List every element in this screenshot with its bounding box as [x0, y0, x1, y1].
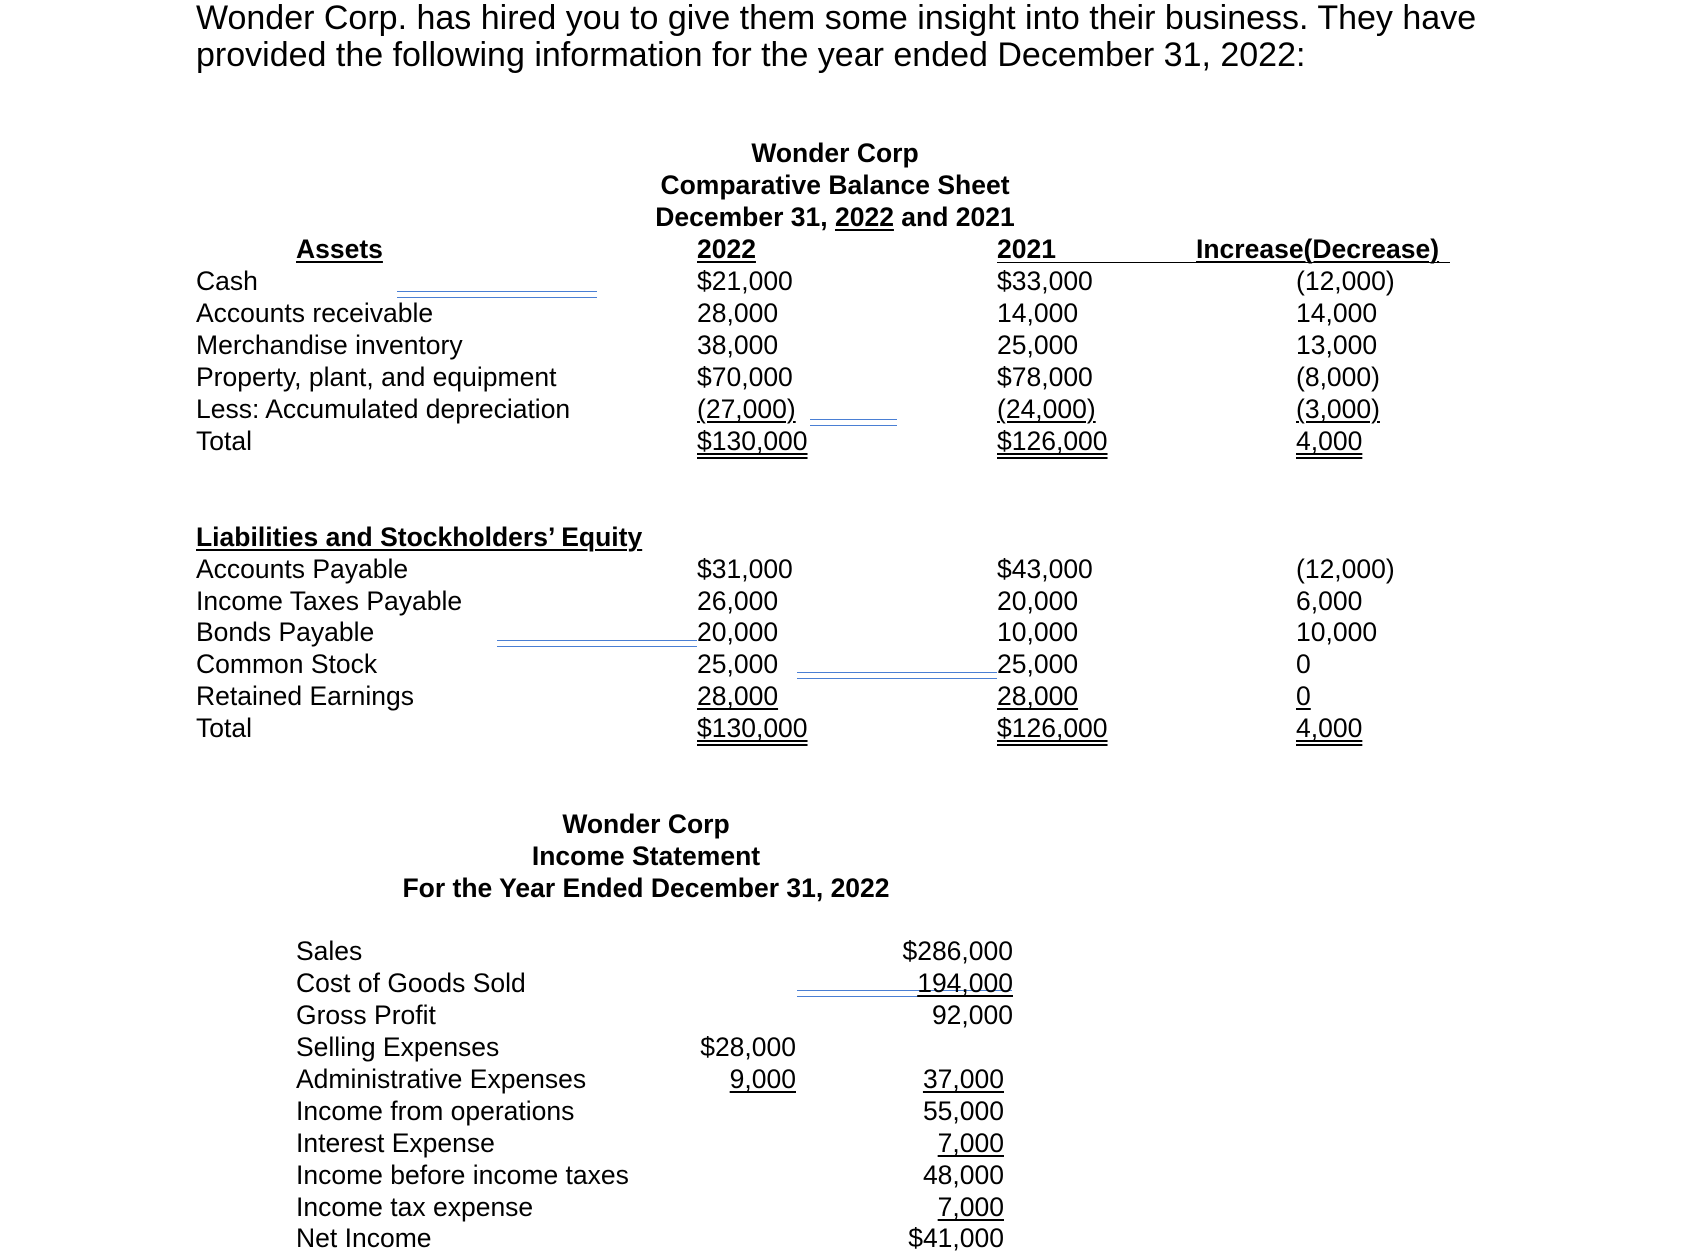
header-rule — [997, 262, 1450, 263]
liability-change: 4,000 — [1296, 713, 1363, 743]
liability-change: 0 — [1296, 681, 1311, 711]
blue-marker — [810, 419, 897, 426]
asset-label: Less: Accumulated depreciation — [196, 394, 571, 424]
liability-2021: 10,000 — [997, 617, 1079, 647]
liability-label: Common Stock — [196, 649, 378, 679]
asset-change: (3,000) — [1296, 394, 1380, 424]
income-outer: 7,000 — [937, 1192, 1004, 1222]
assets-header: Assets — [296, 234, 383, 264]
asset-2022: 28,000 — [697, 298, 779, 328]
income-label: Administrative Expenses — [296, 1064, 587, 1094]
asset-2021: 25,000 — [997, 330, 1079, 360]
asset-change: 14,000 — [1296, 298, 1378, 328]
income-label: Interest Expense — [296, 1128, 495, 1158]
income-outer: 92,000 — [931, 1000, 1013, 1030]
liability-2022: 25,000 — [697, 649, 779, 679]
asset-label: Accounts receivable — [196, 298, 434, 328]
blue-marker — [397, 291, 597, 298]
income-label: Income before income taxes — [296, 1160, 629, 1190]
liability-2021: 20,000 — [997, 586, 1079, 616]
liability-2022: 26,000 — [697, 586, 779, 616]
asset-2022: 38,000 — [697, 330, 779, 360]
income-outer: 7,000 — [937, 1128, 1004, 1158]
liability-change: 0 — [1296, 649, 1311, 679]
liability-2021: 28,000 — [997, 681, 1079, 711]
liability-label: Retained Earnings — [196, 681, 415, 711]
liability-change: 10,000 — [1296, 617, 1378, 647]
liability-2022: $31,000 — [697, 554, 793, 584]
income-label: Income from operations — [296, 1096, 575, 1126]
col-header-change: Increase(Decrease) — [1196, 234, 1440, 264]
is-title-statement: Income Statement — [531, 841, 761, 871]
liability-2022: 28,000 — [697, 681, 779, 711]
bs-title-statement: Comparative Balance Sheet — [660, 170, 1010, 200]
asset-change: 13,000 — [1296, 330, 1378, 360]
liability-label: Total — [196, 713, 252, 743]
asset-label: Property, plant, and equipment — [196, 362, 557, 392]
income-outer: 55,000 — [922, 1096, 1004, 1126]
income-outer: $41,000 — [908, 1223, 1004, 1253]
liability-label: Accounts Payable — [196, 554, 409, 584]
income-label: Sales — [296, 936, 363, 966]
income-label: Cost of Goods Sold — [296, 968, 526, 998]
income-outer: $286,000 — [902, 936, 1013, 966]
income-inner: 9,000 — [729, 1064, 796, 1094]
asset-2021: $78,000 — [997, 362, 1093, 392]
asset-2022: $70,000 — [697, 362, 793, 392]
asset-2021: 14,000 — [997, 298, 1079, 328]
asset-2021: (24,000) — [997, 394, 1096, 424]
intro-line-2: provided the following information for the year ended December 31, 2022: — [196, 36, 1306, 74]
liability-2021: 25,000 — [997, 649, 1079, 679]
asset-2022: $21,000 — [697, 266, 793, 296]
is-title-company: Wonder Corp — [562, 809, 730, 839]
liability-change: 6,000 — [1296, 586, 1363, 616]
liability-2022: 20,000 — [697, 617, 779, 647]
income-label: Selling Expenses — [296, 1032, 500, 1062]
income-outer: 48,000 — [922, 1160, 1004, 1190]
blue-marker — [497, 640, 697, 647]
asset-2021: $33,000 — [997, 266, 1093, 296]
income-label: Income tax expense — [296, 1192, 534, 1222]
bs-title-date: December 31, 2022 and 2021 — [655, 202, 1015, 232]
asset-label: Total — [196, 426, 252, 456]
income-inner: $28,000 — [700, 1032, 796, 1062]
col-header-2022: 2022 — [697, 234, 756, 264]
income-outer: 194,000 — [917, 968, 1013, 998]
asset-label: Merchandise inventory — [196, 330, 463, 360]
liability-change: (12,000) — [1296, 554, 1395, 584]
blue-marker — [797, 672, 997, 679]
income-label: Gross Profit — [296, 1000, 436, 1030]
liability-label: Bonds Payable — [196, 617, 375, 647]
liabilities-header: Liabilities and Stockholders’ Equity — [196, 522, 643, 552]
asset-2021: $126,000 — [997, 426, 1108, 456]
liability-2021: $126,000 — [997, 713, 1108, 743]
liability-label: Income Taxes Payable — [196, 586, 463, 616]
is-title-period: For the Year Ended December 31, 2022 — [402, 873, 890, 903]
asset-change: (8,000) — [1296, 362, 1380, 392]
income-outer: 37,000 — [922, 1064, 1004, 1094]
liability-2022: $130,000 — [697, 713, 808, 743]
asset-2022: (27,000) — [697, 394, 796, 424]
asset-label: Cash — [196, 266, 258, 296]
asset-change: (12,000) — [1296, 266, 1395, 296]
liability-2021: $43,000 — [997, 554, 1093, 584]
bs-title-company: Wonder Corp — [751, 138, 919, 168]
income-label: Net Income — [296, 1223, 432, 1253]
col-header-2021: 2021 — [997, 234, 1056, 264]
intro-line-1: Wonder Corp. has hired you to give them some insight into their business. They have — [196, 0, 1477, 37]
asset-change: 4,000 — [1296, 426, 1363, 456]
asset-2022: $130,000 — [697, 426, 808, 456]
